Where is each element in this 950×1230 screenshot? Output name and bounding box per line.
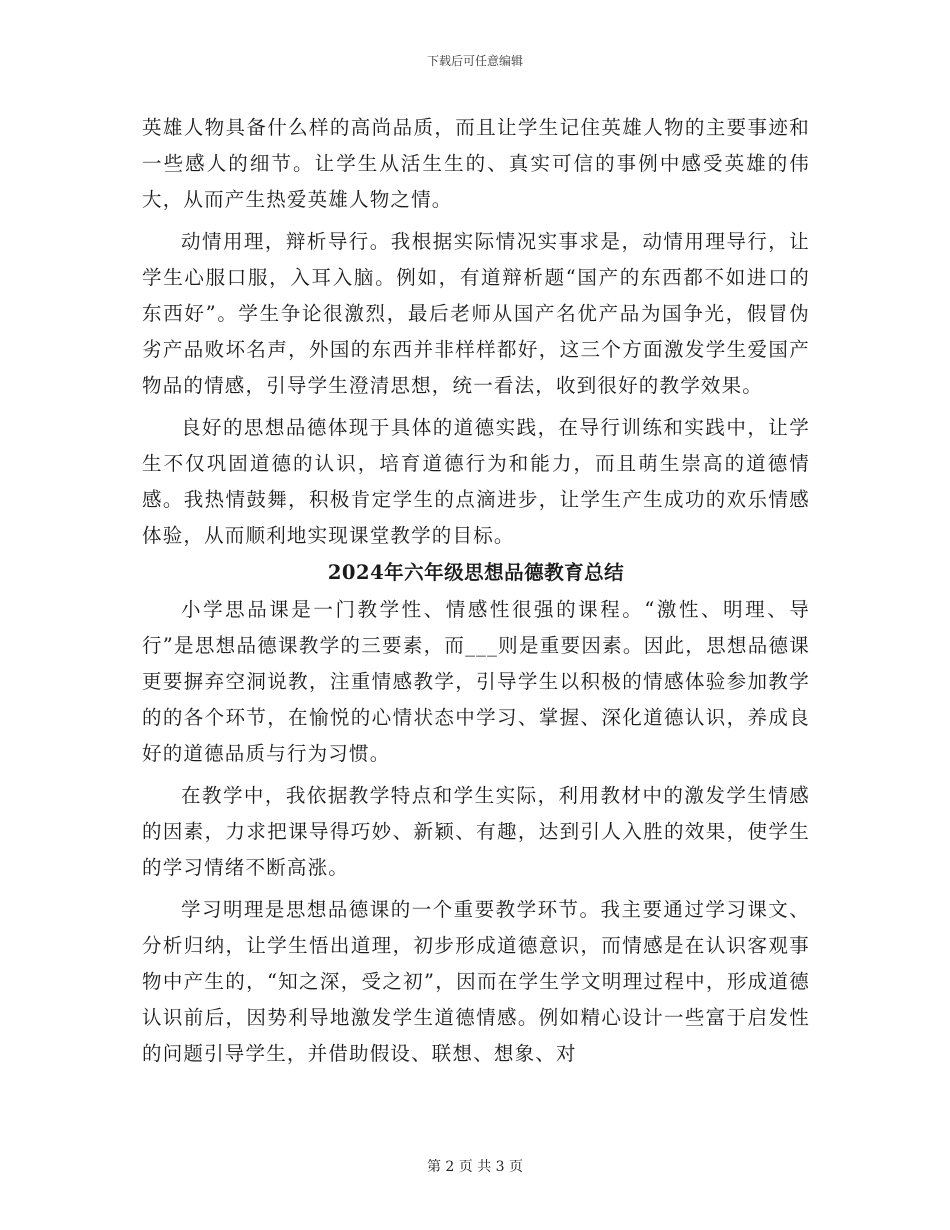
paragraph: 小学思品课是一门教学性、情感性很强的课程。“激性、明理、导行”是思想品德课教学的三要素，而___则是重要因素。因此，思想品德课更要摒弃空洞说教，注重情感教学，引导学生以积极的情感体验参加教学的的各个环节，在愉悦的心情状态中学习、掌握、深化道德认识，养成良好的道德品质与行为习惯。	[142, 598, 810, 765]
page-header: 下载后可任意编辑	[426, 54, 523, 68]
paragraph: 学习明理是思想品德课的一个重要教学环节。我主要通过学习课文、分析归纳，让学生悟出道理，初步形成道德意识，而情感是在认识客观事物中产生的，“知之深，受之初”，因而在学生学文明理过程中，形成道德认识前后，因势利导地激发学生道德情感。例如精心设计一些富于启发性的问题引导学生，并借助假设、联想、想象、对	[142, 898, 810, 1065]
paragraph: 在教学中，我依据教学特点和学生实际，利用教材中的激发学生情感的因素，力求把课导得巧妙、新颖、有趣，达到引人入胜的效果，使学生的学习情绪不断高涨。	[142, 784, 810, 879]
section-title: 2024年六年级思想品德教育总结	[327, 561, 625, 584]
paragraph: 良好的思想品德体现于具体的道德实践，在导行训练和实践中，让学生不仅巩固道德的认识，培育道德行为和能力，而且萌生崇高的道德情感。我热情鼓舞，积极肯定学生的点滴进步，让学生产生成功的欢乐情感体验，从而顺利地实现课堂教学的目标。	[142, 416, 810, 547]
paragraph-continued: 英雄人物具备什么样的高尚品质，而且让学生记住英雄人物的主要事迹和一些感人的细节。让学生从活生生的、真实可信的事例中感受英雄的伟大，从而产生热爱英雄人物之情。	[142, 116, 810, 211]
page-number: 第 2 页 共 3 页	[426, 1159, 524, 1175]
paragraph: 动情用理，辩析导行。我根据实际情况实事求是，动情用理导行，让学生心服口服，入耳入脑。例如，有道辩析题“国产的东西都不如进口的东西好”。学生争论很激烈，最后老师从国产名优产品为国争光，假冒伪劣产品败坏名声，外国的东西并非样样都好，这三个方面激发学生爱国产物品的情感，引导学生澄清思想，统一看法，收到很好的教学效果。	[142, 230, 810, 397]
document-body	[142, 110, 810, 1072]
